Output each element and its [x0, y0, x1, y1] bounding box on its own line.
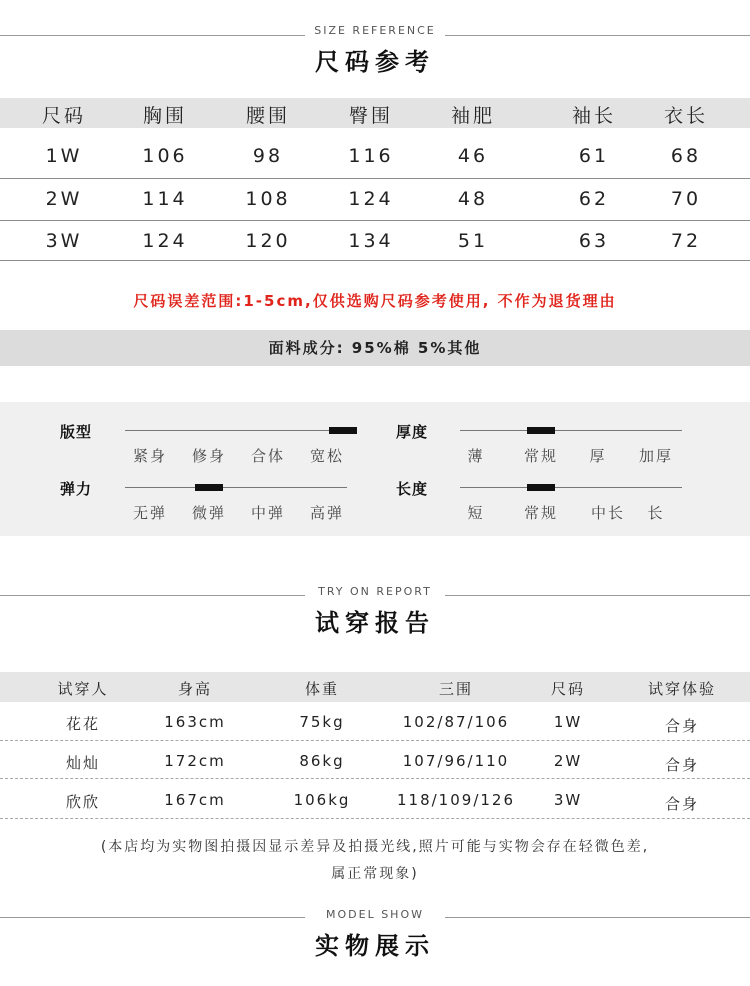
fit-marker-length	[527, 484, 555, 491]
disclaimer-line-2: 属正常现象)	[331, 866, 419, 882]
fabric-composition: 面料成分: 95%棉 5%其他	[0, 330, 750, 366]
fit-option-version: 宽松	[309, 447, 344, 465]
fit-label-elasticity: 弹力	[60, 480, 93, 498]
table-row-divider	[0, 740, 750, 741]
size-table-cell: 120	[245, 230, 291, 252]
fit-option-thickness: 薄	[467, 447, 485, 465]
try-table-header-cell: 试穿人	[57, 680, 109, 698]
try-table-cell: 1W	[553, 713, 583, 731]
fit-option-length: 长	[647, 504, 665, 522]
size-table-header-cell: 臀围	[348, 105, 393, 127]
table-row-divider	[0, 220, 750, 221]
fit-marker-elasticity	[195, 484, 223, 491]
fit-marker-thickness	[527, 427, 555, 434]
table-row-divider	[0, 818, 750, 819]
try-section-en-title: TRY ON REPORT	[305, 585, 445, 598]
size-table-cell: 72	[670, 230, 702, 252]
fit-option-version: 紧身	[132, 447, 167, 465]
size-table-cell: 61	[578, 145, 610, 167]
try-table-cell: 167cm	[164, 791, 226, 809]
try-table-cell: 102/87/106	[402, 713, 510, 731]
try-table-cell: 花花	[65, 715, 100, 733]
size-table-cell: 124	[348, 188, 394, 210]
size-table-cell: 62	[578, 188, 610, 210]
fit-marker-version	[329, 427, 357, 434]
try-table-cell: 灿灿	[65, 754, 100, 772]
disclaimer-line-1: (本店均为实物图拍摄因显示差异及拍摄光线,照片可能与实物会存在轻微色差,	[100, 839, 650, 855]
try-table-cell: 106kg	[293, 791, 351, 809]
try-table-cell: 2W	[553, 752, 583, 770]
size-table-cell: 63	[578, 230, 610, 252]
size-table-cell: 116	[348, 145, 394, 167]
model-section-title: 实物展示	[315, 932, 435, 960]
fit-option-elasticity: 微弹	[191, 504, 226, 522]
fit-option-length: 中长	[590, 504, 625, 522]
size-table-header-cell: 袖长	[571, 105, 616, 127]
fit-option-length: 短	[467, 504, 485, 522]
fit-label-thickness: 厚度	[396, 423, 429, 441]
size-table-cell: 114	[142, 188, 188, 210]
table-row-divider	[0, 178, 750, 179]
fit-scale-length	[460, 487, 682, 488]
try-table-header-cell: 身高	[177, 680, 212, 698]
size-table-cell: 98	[252, 145, 284, 167]
size-section-title: 尺码参考	[315, 48, 435, 76]
size-table-cell: 51	[457, 230, 489, 252]
try-table-header-cell: 试穿体验	[647, 680, 716, 698]
try-table-header-cell: 尺码	[550, 680, 585, 698]
try-table-header-cell: 体重	[304, 680, 339, 698]
try-table-cell: 107/96/110	[402, 752, 510, 770]
size-table-cell: 1W	[45, 145, 83, 167]
try-table-cell: 欣欣	[65, 793, 100, 811]
size-table-cell: 3W	[45, 230, 83, 252]
fit-option-version: 合体	[250, 447, 285, 465]
fit-label-version: 版型	[60, 423, 93, 441]
size-table-cell: 2W	[45, 188, 83, 210]
try-table-header-cell: 三围	[438, 680, 473, 698]
size-table-cell: 70	[670, 188, 702, 210]
size-table-cell: 124	[142, 230, 188, 252]
fit-option-elasticity: 中弹	[250, 504, 285, 522]
fit-scale-version	[125, 430, 347, 431]
try-table-cell: 3W	[553, 791, 583, 809]
table-row-divider	[0, 260, 750, 261]
size-table-header-cell: 袖肥	[450, 105, 495, 127]
model-section-en-title: MODEL SHOW	[305, 908, 445, 921]
try-section-title: 试穿报告	[315, 609, 435, 637]
size-table-cell: 106	[142, 145, 188, 167]
table-row-divider	[0, 778, 750, 779]
fit-option-elasticity: 高弹	[309, 504, 344, 522]
size-table-cell: 48	[457, 188, 489, 210]
size-table-cell: 68	[670, 145, 702, 167]
size-table-header-cell: 腰围	[245, 105, 290, 127]
try-table-cell: 86kg	[299, 752, 345, 770]
fit-option-length: 常规	[523, 504, 558, 522]
fit-option-thickness: 常规	[523, 447, 558, 465]
size-table-header-cell: 尺码	[41, 105, 86, 127]
fit-option-thickness: 加厚	[638, 447, 673, 465]
fit-option-thickness: 厚	[589, 447, 607, 465]
try-table-cell: 合身	[664, 717, 699, 735]
try-table-cell: 163cm	[164, 713, 226, 731]
fit-scale-elasticity	[125, 487, 347, 488]
size-table-header-cell: 胸围	[142, 105, 187, 127]
fit-scale-thickness	[460, 430, 682, 431]
size-table-cell: 46	[457, 145, 489, 167]
size-table-header-cell: 衣长	[663, 105, 708, 127]
size-table-cell: 134	[348, 230, 394, 252]
try-table-cell: 合身	[664, 756, 699, 774]
fit-option-version: 修身	[191, 447, 226, 465]
try-table-cell: 118/109/126	[397, 791, 515, 809]
fit-option-elasticity: 无弹	[132, 504, 167, 522]
size-error-note: 尺码误差范围:1-5cm,仅供选购尺码参考使用, 不作为退货理由	[133, 292, 617, 310]
try-table-cell: 合身	[664, 795, 699, 813]
try-table-cell: 172cm	[164, 752, 226, 770]
size-section-en-title: SIZE REFERENCE	[305, 24, 445, 37]
try-table-cell: 75kg	[299, 713, 345, 731]
fit-label-length: 长度	[396, 480, 429, 498]
size-table-cell: 108	[245, 188, 291, 210]
